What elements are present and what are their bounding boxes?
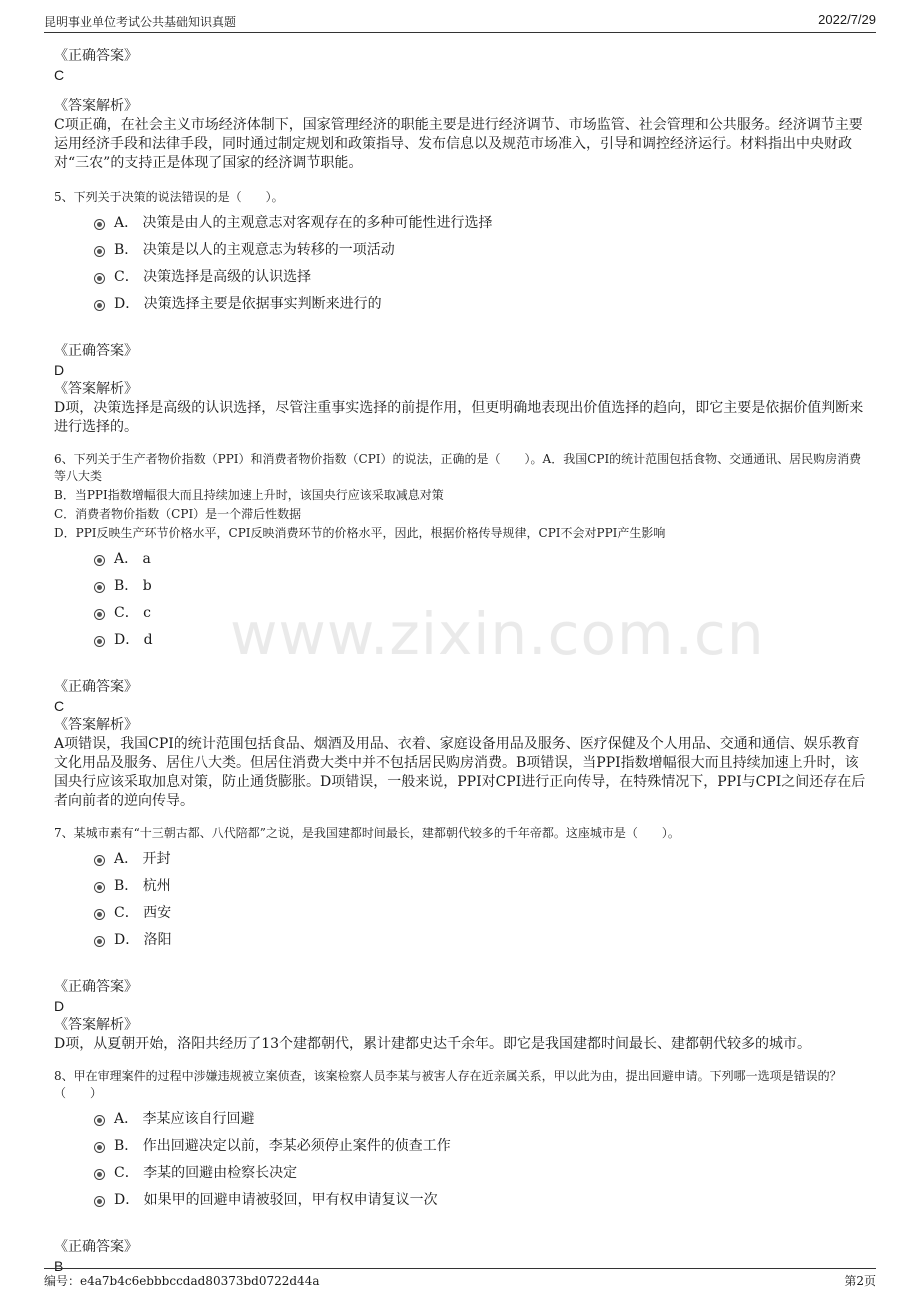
correct-answer-label: 《正确答案》 [54, 343, 138, 359]
radio-icon[interactable] [94, 636, 105, 647]
option-5-b[interactable]: B． 决策是以人的主观意志为转移的一项活动 [54, 237, 869, 264]
document-title: 昆明事业单位考试公共基础知识真题 [44, 15, 237, 29]
option-8-a[interactable]: A． 李某应该自行回避 [54, 1106, 869, 1133]
option-8-d[interactable]: D． 如果甲的回避申请被驳回，甲有权申请复议一次 [54, 1187, 869, 1214]
document-body [54, 45, 869, 1276]
radio-icon[interactable] [94, 1169, 105, 1180]
question-6: 6、下列关于生产者物价指数（PPI）和消费者物价指数（CPI）的说法，正确的是（ ）。A．我国CPI的统计范围包括食物、交通通讯、居民购房消费等八大类 [54, 452, 862, 483]
page-footer [44, 1268, 876, 1289]
option-7-c[interactable]: C． 西安 [54, 900, 869, 927]
page-header [44, 10, 876, 33]
radio-icon[interactable] [94, 1196, 105, 1207]
correct-answer-label: 《正确答案》 [54, 1239, 138, 1255]
radio-icon[interactable] [94, 1142, 105, 1153]
option-5-c[interactable]: C． 决策选择是高级的认识选择 [54, 264, 869, 291]
option-6-d[interactable]: D． d [54, 627, 869, 654]
question-6-line-c: C．消费者物价指数（CPI）是一个滞后性数据 [54, 507, 302, 521]
radio-icon[interactable] [94, 582, 105, 593]
question-7: 7、某城市素有“十三朝古都、八代陪都”之说，是我国建都时间最长，建都朝代较多的千年帝都。这座城市是（ ）。 [54, 826, 680, 840]
option-7-d[interactable]: D． 洛阳 [54, 927, 869, 954]
analysis-text: C项正确，在社会主义市场经济体制下，国家管理经济的职能主要是进行经济调节、市场监管、社会管理和公共服务。经济调节主要运用经济手段和法律手段，同时通过制定规划和政策指导、发布信息以及规范市场准入，引导和调控经济运行。材料指出中央财政对“三农”的支持正是体现了国家的经济调节职能。 [54, 117, 863, 171]
radio-icon[interactable] [94, 300, 105, 311]
analysis-label: 《答案解析》 [54, 98, 138, 114]
analysis-label: 《答案解析》 [54, 1017, 138, 1033]
radio-icon[interactable] [94, 555, 105, 566]
correct-answer-label: 《正确答案》 [54, 979, 138, 995]
header-date: 2022/7/29 [818, 12, 876, 27]
analysis-label: 《答案解析》 [54, 381, 138, 397]
radio-icon[interactable] [94, 855, 105, 866]
analysis-label: 《答案解析》 [54, 717, 138, 733]
option-6-a[interactable]: A． a [54, 546, 869, 573]
watermark: www.zixin.com.cn [230, 600, 765, 668]
option-8-c[interactable]: C． 李某的回避由检察长决定 [54, 1160, 869, 1187]
radio-icon[interactable] [94, 936, 105, 947]
options-6 [54, 546, 869, 654]
option-6-b[interactable]: B． b [54, 573, 869, 600]
analysis-text: D项，决策选择是高级的认识选择，尽管注重事实选择的前提作用，但更明确地表现出价值选择的趋向，即它主要是依据价值判断来进行选择的。 [54, 400, 864, 435]
options-8 [54, 1106, 869, 1214]
option-7-a[interactable]: A． 开封 [54, 846, 869, 873]
question-6-line-d: D．PPI反映生产环节价格水平，CPI反映消费环节的价格水平，因此，根据价格传导规律，CPI不会对PPI产生影响 [54, 526, 666, 540]
correct-answer-value: B [54, 1258, 64, 1274]
radio-icon[interactable] [94, 219, 105, 230]
question-8: 8、甲在审理案件的过程中涉嫌违规被立案侦查，该案检察人员李某与被害人存在近亲属关系，甲以此为由，提出回避申请。下列哪一选项是错误的？（ ） [54, 1069, 842, 1100]
radio-icon[interactable] [94, 909, 105, 920]
option-5-a[interactable]: A． 决策是由人的主观意志对客观存在的多种可能性进行选择 [54, 210, 869, 237]
radio-icon[interactable] [94, 609, 105, 620]
radio-icon[interactable] [94, 882, 105, 893]
correct-answer-label: 《正确答案》 [54, 679, 138, 695]
option-8-b[interactable]: B． 作出回避决定以前，李某必须停止案件的侦查工作 [54, 1133, 869, 1160]
option-6-c[interactable]: C． c [54, 600, 869, 627]
radio-icon[interactable] [94, 1115, 105, 1126]
option-7-b[interactable]: B． 杭州 [54, 873, 869, 900]
correct-answer-value: C [54, 67, 65, 83]
correct-answer-value: D [54, 998, 65, 1014]
correct-answer-label: 《正确答案》 [54, 48, 138, 64]
question-6-line-b: B．当PPI指数增幅很大而且持续加速上升时，该国央行应该采取减息对策 [54, 488, 444, 502]
document-code: 编号：e4a7b4c6ebbbccdad80373bd0722d44a [44, 1274, 320, 1288]
option-5-d[interactable]: D． 决策选择主要是依据事实判断来进行的 [54, 291, 869, 318]
analysis-text: A项错误，我国CPI的统计范围包括食品、烟酒及用品、衣着、家庭设备用品及服务、医疗保健及个人用品、交通和通信、娱乐教育文化用品及服务、居住八大类。但居住消费大类中并不包括居民购房消费。B项错误，当PPI指数增幅很大而且持续加速上升时，该国央行应该采取加息对策，防止通货膨胀。D项错误，一般来说，PPI对CPI进行正向传导，在特殊情况下，PPI与CPI之间还存在后者向前者的逆向传导。 [54, 736, 866, 809]
correct-answer-value: C [54, 698, 65, 714]
options-7 [54, 846, 869, 954]
page-number: 第2页 [844, 1274, 876, 1288]
correct-answer-value: D [54, 362, 65, 378]
radio-icon[interactable] [94, 246, 105, 257]
question-5: 5、下列关于决策的说法错误的是（ ）。 [54, 190, 284, 204]
analysis-text: D项，从夏朝开始，洛阳共经历了13个建都朝代，累计建都史达千余年。即它是我国建都时间最长、建都朝代较多的城市。 [54, 1036, 812, 1052]
radio-icon[interactable] [94, 273, 105, 284]
options-5 [54, 210, 869, 318]
